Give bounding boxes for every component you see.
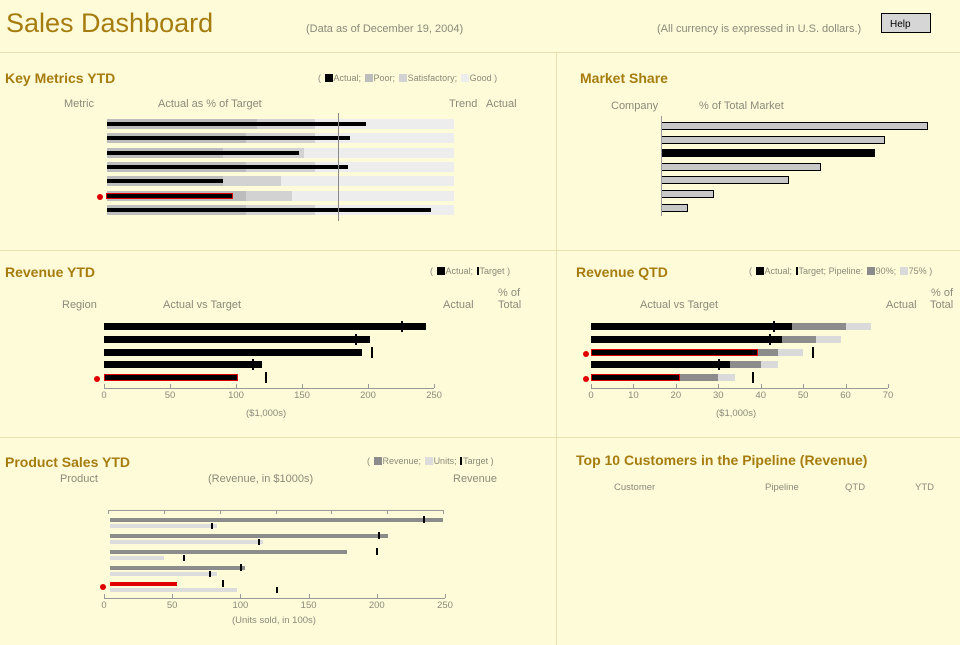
legend-pipeline: Pipeline: [828,266,864,276]
axis-line [104,598,445,599]
actual-bar [591,361,730,368]
axis-tick-label: 150 [294,390,310,401]
actual-bar [104,323,426,330]
divider [556,52,557,645]
axis-tick-label: 40 [755,390,766,401]
legend-paren: ( [367,456,370,466]
actual-bar [107,151,299,155]
actual-bar [104,374,238,381]
axis-unit-label: (Units sold, in 100s) [232,615,316,626]
actual-bar [107,136,350,140]
revenue-target [423,516,425,523]
revenue-target [240,564,242,571]
col-revenue: Revenue [453,473,498,485]
target-line [338,113,339,221]
col-actual-pct: Actual as % of Target [158,98,262,110]
col-product: Product [60,473,98,485]
units-target [183,555,185,561]
legend-swatch-actual [325,74,333,82]
axis-tick-label: 250 [426,390,442,401]
units-bar [110,572,217,576]
revenue-target [378,532,380,539]
alert-dot [100,584,106,590]
legend-paren: ) [507,266,511,276]
units-bar [110,540,263,544]
units-target [276,587,278,593]
col-pipeline: Pipeline [765,482,799,493]
legend-good: Good [469,73,492,83]
share-bar [661,176,789,184]
alert-dot [583,376,589,382]
axis-tick-label: 70 [882,390,894,401]
divider [0,437,960,438]
axis-tick-label: 0 [588,390,594,401]
top-customers-title: Top 10 Customers in the Pipeline (Revenue) [576,452,868,468]
units-bar [110,524,217,528]
axis-tick-label: 200 [368,600,385,611]
share-bar [661,204,688,212]
legend-paren: ( [318,73,321,83]
target-marker [773,321,775,332]
legend-satisfactory: Satisfactory; [407,73,458,83]
axis-unit-label: ($1,000s) [716,408,757,419]
share-bar [661,163,821,171]
target-marker [252,359,254,370]
page-title: Sales Dashboard [6,8,214,38]
target-marker [355,334,357,345]
axis-tick [445,594,446,598]
actual-bar [107,179,223,183]
actual-bar [104,349,362,356]
actual-bar [591,323,792,330]
col-ytd: YTD [915,482,934,493]
col-pct-of: % of [498,287,521,299]
revenue-target [222,580,224,587]
legend-paren: ) [929,266,933,276]
col-total: Total [498,299,522,311]
product-sales-title: Product Sales YTD [5,454,131,470]
col-region: Region [62,299,97,311]
target-marker [401,321,403,332]
axis-tick-label: 0 [101,600,107,611]
share-bar [661,136,885,144]
col-actual: Actual [486,98,517,110]
actual-bar [107,194,232,198]
legend-paren: ( [430,266,433,276]
units-bar [110,556,164,560]
alert-dot [94,376,100,382]
currency-note: (All currency is expressed in U.S. dollars.) [657,23,862,35]
units-target [209,571,211,577]
axis-tick-label: 10 [628,390,639,401]
axis-tick-label: 50 [797,390,809,401]
product-sales-legend [367,456,494,466]
col-company: Company [611,100,659,112]
axis-tick-label: 0 [101,390,107,401]
axis-tick [443,510,444,514]
target-marker [371,347,373,358]
legend-units: Units; [433,456,457,466]
target-marker [752,372,754,383]
axis-tick [387,510,388,514]
target-marker [718,359,720,370]
revenue-qtd-legend [749,266,932,276]
axis-tick [888,384,889,388]
revenue-qtd-title: Revenue QTD [576,264,668,280]
revenue-ytd-title: Revenue YTD [5,264,95,280]
col-customer: Customer [614,482,656,493]
units-bar [110,588,237,592]
divider [0,52,960,53]
legend-paren: ) [494,73,498,83]
col-actual-vs-target: Actual vs Target [163,299,242,311]
share-bar [661,149,875,157]
units-target [211,523,213,529]
legend-swatch-revenue [374,457,382,465]
legend-swatch-target [477,267,479,275]
col-pct-market: % of Total Market [699,100,784,112]
axis-tick-label: 20 [670,390,682,401]
axis-tick [276,510,277,514]
share-bar [661,190,714,198]
axis-tick-label: 100 [232,600,249,611]
axis-line [591,388,888,389]
axis-tick [108,510,109,514]
legend-target: Target; [798,266,827,276]
actual-bar [591,374,680,381]
axis-tick [331,510,332,514]
axis-tick-label: 250 [437,600,453,611]
target-marker [812,347,814,358]
col-actual: Actual [443,299,474,311]
axis-tick [164,510,165,514]
axis-tick-label: 30 [712,390,724,401]
col-metric: Metric [64,98,94,110]
revenue-bar [110,566,245,570]
legend-actual: Actual; [764,266,793,276]
actual-bar [107,208,431,212]
help-button[interactable]: Help [881,13,931,33]
key-metrics-title: Key Metrics YTD [5,70,116,86]
actual-bar [591,336,782,343]
actual-bar [107,165,348,169]
legend-target: Target [463,456,489,466]
legend-swatch-90 [867,267,875,275]
actual-bar [591,349,758,356]
target-marker [769,334,771,345]
market-share-title: Market Share [580,70,668,86]
key-metrics-legend [318,73,497,83]
data-date-note: (Data as of December 19, 2004) [306,23,464,35]
legend-swatch-units [425,457,433,465]
axis-tick-label: 50 [164,390,176,401]
legend-swatch-actual [756,267,764,275]
legend-paren: ( [749,266,752,276]
revenue-bar [110,550,347,554]
legend-swatch-good [461,74,469,82]
col-pct-of: % of [931,287,954,299]
axis-tick-label: 60 [840,390,851,401]
legend-swatch-poor [365,74,373,82]
legend-actual: Actual; [333,73,362,83]
legend-paren: ) [490,456,494,466]
legend-75: 75% [908,266,927,276]
revenue-bar [110,518,443,522]
share-bar [661,122,928,130]
axis-tick-label: 200 [360,390,376,401]
revenue-target [376,548,378,555]
revenue-ytd-legend [430,266,510,276]
units-target [258,539,260,545]
col-qtd: QTD [845,482,866,493]
alert-dot [97,194,103,200]
axis-unit-label: ($1,000s) [246,408,287,419]
axis-tick-label: 150 [300,600,317,611]
axis-tick-label: 50 [166,600,178,611]
legend-target: Target [479,266,505,276]
col-revenue-1000s: (Revenue, in $1000s) [208,473,314,485]
legend-revenue: Revenue; [382,456,422,466]
legend-90: 90%; [875,266,897,276]
axis-line [661,116,662,216]
legend-swatch-75 [900,267,908,275]
alert-dot [583,351,589,357]
divider [0,250,960,251]
legend-poor: Poor; [373,73,396,83]
legend-swatch-target [796,267,798,275]
target-marker [265,372,267,383]
legend-swatch-target [460,457,462,465]
actual-bar [107,122,366,126]
actual-bar [104,361,262,368]
axis-tick [220,510,221,514]
revenue-bar [110,534,388,538]
col-actual: Actual [886,299,917,311]
axis-tick [434,384,435,388]
legend-swatch-actual [437,267,445,275]
legend-actual: Actual; [445,266,474,276]
axis-tick-label: 100 [228,390,244,401]
col-total: Total [930,299,954,311]
axis-line [104,388,434,389]
col-actual-vs-target: Actual vs Target [640,299,719,311]
revenue-bar [110,582,177,586]
legend-swatch-satisfactory [399,74,407,82]
actual-bar [104,336,370,343]
col-trend: Trend [449,98,478,110]
